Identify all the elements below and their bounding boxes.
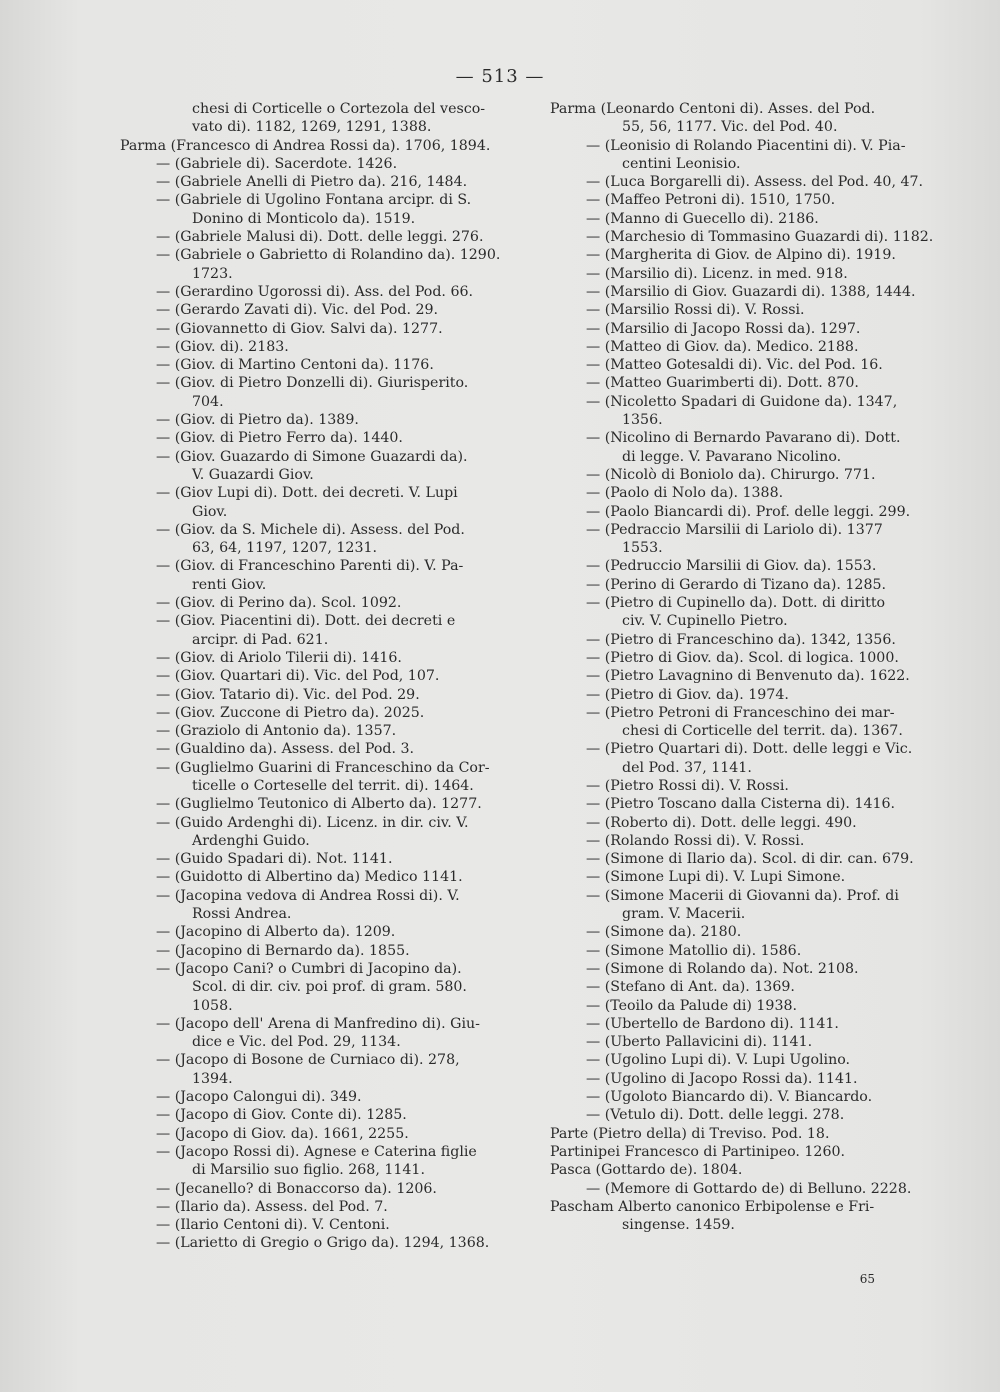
index-line: — (Guido Spadari di). Not. 1141. <box>156 851 393 868</box>
index-line: — (Jacopo dell' Arena di Manfredino di). Giu- <box>156 1015 480 1032</box>
index-line: 55, 56, 1177. Vic. del Pod. 40. <box>622 119 838 136</box>
index-line: — (Teoilo da Palude di) 1938. <box>586 997 798 1014</box>
index-line: vato di). 1182, 1269, 1291, 1388. <box>192 119 432 136</box>
index-line: — (Giov. Quartari di). Vic. del Pod, 107. <box>156 668 440 685</box>
index-line: — (Manno di Guecello di). 2186. <box>586 210 819 227</box>
index-line: — (Ugoloto Biancardo di). V. Biancardo. <box>586 1089 873 1106</box>
index-line: di Marsilio suo figlio. 268, 1141. <box>192 1162 425 1179</box>
index-line: — (Giov. Tatario di). Vic. del Pod. 29. <box>156 686 420 703</box>
index-line: — (Jacopino di Bernardo da). 1855. <box>156 942 410 959</box>
index-line: — (Jacopo Rossi di). Agnese e Caterina figlie <box>156 1143 477 1160</box>
index-line: gram. V. Macerii. <box>622 906 746 923</box>
index-line: — (Jacopina vedova di Andrea Rossi di). V. <box>156 887 460 904</box>
index-line: — (Giov Lupi di). Dott. dei decreti. V. Lupi <box>156 485 458 502</box>
index-line: — (Giov. di Pietro Donzelli di). Giurisperito. <box>156 375 469 392</box>
index-line: — (Gabriele di Ugolino Fontana arcipr. di S. <box>156 192 472 209</box>
index-line: — (Pietro di Giov. da). 1974. <box>586 686 789 703</box>
index-line: Ardenghi Guido. <box>192 832 310 849</box>
index-line: — (Pietro Lavagnino di Benvenuto da). 1622. <box>586 668 910 685</box>
index-line: — (Roberto di). Dott. delle leggi. 490. <box>586 814 857 831</box>
index-line: — (Jacopo Cani? o Cumbri di Jacopino da). <box>156 960 462 977</box>
index-line: — (Jacopo Calongui di). 349. <box>156 1089 362 1106</box>
index-line: — (Simone Matollio di). 1586. <box>586 942 802 959</box>
index-line: Scol. di dir. civ. poi prof. di gram. 580. <box>192 979 467 996</box>
index-line: — (Pietro Petroni di Franceschino dei mar- <box>586 704 895 721</box>
index-line: — (Luca Borgarelli di). Assess. del Pod. 40, 47. <box>586 174 924 191</box>
index-line: — (Jacopo di Giov. da). 1661, 2255. <box>156 1125 409 1142</box>
index-line: chesi di Corticelle del territ. da). 1367. <box>622 723 903 740</box>
index-line: — (Jacopo di Giov. Conte di). 1285. <box>156 1107 407 1124</box>
index-line: — (Simone Lupi di). V. Lupi Simone. <box>586 869 846 886</box>
index-line: — (Jecanello? di Bonaccorso da). 1206. <box>156 1180 437 1197</box>
index-line: — (Memore di Gottardo de) di Belluno. 2228. <box>586 1180 912 1197</box>
index-line: civ. V. Cupinello Pietro. <box>622 613 788 630</box>
index-line: — (Pietro di Cupinello da). Dott. di diritto <box>586 595 886 612</box>
index-line: — (Graziolo di Antonio da). 1357. <box>156 723 397 740</box>
index-line: V. Guazardi Giov. <box>192 466 314 483</box>
index-line: — (Paolo di Nolo da). 1388. <box>586 485 784 502</box>
index-line: 1394. <box>192 1070 233 1087</box>
index-line: — (Pietro Rossi di). V. Rossi. <box>586 777 789 794</box>
index-line: — (Simone di Rolando da). Not. 2108. <box>586 960 859 977</box>
index-line: — (Gabriele Anelli di Pietro da). 216, 1484. <box>156 174 468 191</box>
index-line: Pascham Alberto canonico Erbipolense e Fri- <box>550 1198 875 1215</box>
index-line: — (Gualdino da). Assess. del Pod. 3. <box>156 741 415 758</box>
index-line: — (Giov. da S. Michele di). Assess. del Pod. <box>156 521 465 538</box>
index-line: — (Guido Ardenghi di). Licenz. in dir. civ. V. <box>156 814 469 831</box>
index-line: Donino di Monticolo da). 1519. <box>192 210 416 227</box>
index-line: — (Jacopino di Alberto da). 1209. <box>156 924 396 941</box>
index-line: — (Matteo Guarimberti di). Dott. 870. <box>586 375 859 392</box>
index-line: Rossi Andrea. <box>192 906 292 923</box>
index-line: — (Marsilio di). Licenz. in med. 918. <box>586 265 848 282</box>
index-line: — (Marsilio di Giov. Guazardi di). 1388, 1444. <box>586 283 916 300</box>
index-line: — (Guidotto di Albertino da) Medico 1141. <box>156 869 463 886</box>
index-line: 1356. <box>622 412 663 429</box>
index-line: — (Ilario da). Assess. del Pod. 7. <box>156 1198 388 1215</box>
index-line: — (Guglielmo Teutonico di Alberto da). 1277. <box>156 796 482 813</box>
index-line: 63, 64, 1197, 1207, 1231. <box>192 540 378 557</box>
index-line: ticelle o Corteselle del territ. di). 1464. <box>192 777 474 794</box>
index-line: — (Margherita di Giov. de Alpino di). 1919. <box>586 247 896 264</box>
index-line: — (Pietro di Giov. da). Scol. di logica. 1000. <box>586 649 899 666</box>
index-line: — (Giov. di Ariolo Tilerii di). 1416. <box>156 649 402 666</box>
index-line: — (Marsilio di Jacopo Rossi da). 1297. <box>586 320 861 337</box>
index-line: — (Ubertello de Bardono di). 1141. <box>586 1015 839 1032</box>
index-line: — (Perino di Gerardo di Tizano da). 1285. <box>586 576 887 593</box>
index-line: — (Ugolino di Jacopo Rossi da). 1141. <box>586 1070 858 1087</box>
index-line: — (Pietro di Franceschino da). 1342, 1356. <box>586 631 896 648</box>
index-line: — (Ilario Centoni di). V. Centoni. <box>156 1217 390 1234</box>
index-line: — (Matteo Gotesaldi di). Vic. del Pod. 16. <box>586 357 883 374</box>
index-line: Parma (Leonardo Centoni di). Asses. del Pod. <box>550 101 876 117</box>
index-line: — (Matteo di Giov. da). Medico. 2188. <box>586 338 859 355</box>
index-line: centini Leonisio. <box>622 155 741 172</box>
index-line: — (Stefano di Ant. da). 1369. <box>586 979 795 996</box>
index-line: — (Giov. di Pietro Ferro da). 1440. <box>156 430 403 447</box>
index-line: Parte (Pietro della) di Treviso. Pod. 18. <box>550 1125 830 1142</box>
left-column <box>120 100 510 1253</box>
index-line: — (Pedraccio Marsilii di Lariolo di). 1377 <box>586 521 883 538</box>
index-line: — (Maffeo Petroni di). 1510, 1750. <box>586 192 836 209</box>
right-column <box>550 100 934 1234</box>
index-line: Partinipei Francesco di Partinipeo. 1260. <box>550 1143 846 1160</box>
index-line: — (Simone Macerii di Giovanni da). Prof. di <box>586 887 899 904</box>
index-line: — (Jacopo di Bosone de Curniaco di). 278, <box>156 1052 460 1069</box>
index-line: — (Guglielmo Guarini di Franceschino da Cor- <box>156 759 490 776</box>
index-line: dice e Vic. del Pod. 29, 1134. <box>192 1034 401 1051</box>
index-line: arcipr. di Pad. 621. <box>192 631 329 648</box>
page-number: — 513 — <box>455 66 545 87</box>
index-line: 704. <box>192 393 224 410</box>
index-line: — (Paolo Biancardi di). Prof. delle leggi. 299. <box>586 503 911 520</box>
index-line: — (Giov. di). 2183. <box>156 338 289 355</box>
index-line: — (Nicolino di Bernardo Pavarano di). Dott. <box>586 430 901 447</box>
index-line: singense. 1459. <box>622 1217 735 1234</box>
index-line: — (Leonisio di Rolando Piacentini di). V. Pia- <box>586 137 906 154</box>
index-line: Pasca (Gottardo de). 1804. <box>550 1162 743 1179</box>
index-line: — (Gerardino Ugorossi di). Ass. del Pod. 66. <box>156 283 474 300</box>
index-line: — (Nicoletto Spadari di Guidone da). 1347, <box>586 393 898 410</box>
index-line: — (Gerardo Zavati di). Vic. del Pod. 29. <box>156 302 439 319</box>
index-line: — (Giov. Zuccone di Pietro da). 2025. <box>156 704 425 721</box>
index-line: — (Giov. Guazardo di Simone Guazardi da). <box>156 448 468 465</box>
index-line: — (Gabriele Malusi di). Dott. delle leggi. 276. <box>156 229 484 246</box>
index-line: 1058. <box>192 997 233 1014</box>
index-line: — (Uberto Pallavicini di). 1141. <box>586 1034 813 1051</box>
index-line: renti Giov. <box>192 576 267 593</box>
index-line: — (Vetulo di). Dott. delle leggi. 278. <box>586 1107 845 1124</box>
index-line: 1553. <box>622 540 663 557</box>
index-line: chesi di Corticelle o Cortezola del vesco- <box>192 101 486 117</box>
index-line: Parma (Francesco di Andrea Rossi da). 1706, 1894. <box>120 137 491 154</box>
signature-mark: 65 <box>859 1272 875 1286</box>
index-line: — (Rolando Rossi di). V. Rossi. <box>586 832 805 849</box>
index-line: — (Pietro Toscano dalla Cisterna di). 1416. <box>586 796 896 813</box>
index-line: — (Marsilio Rossi di). V. Rossi. <box>586 302 805 319</box>
index-line: — (Ugolino Lupi di). V. Lupi Ugolino. <box>586 1052 851 1069</box>
index-line: — (Nicolò di Boniolo da). Chirurgo. 771. <box>586 466 876 483</box>
index-line: 1723. <box>192 265 233 282</box>
index-line: — (Giovannetto di Giov. Salvi da). 1277. <box>156 320 443 337</box>
index-line: — (Simone da). 2180. <box>586 924 742 941</box>
index-line: di legge. V. Pavarano Nicolino. <box>622 448 842 465</box>
index-line: del Pod. 37, 1141. <box>622 759 752 776</box>
index-line: — (Larietto di Gregio o Grigo da). 1294, 1368. <box>156 1235 490 1252</box>
index-line: — (Giov. di Martino Centoni da). 1176. <box>156 357 434 374</box>
index-line: — (Giov. di Franceschino Parenti di). V. Pa- <box>156 558 464 575</box>
index-line: Giov. <box>192 503 228 520</box>
index-line: — (Pietro Quartari di). Dott. delle leggi e Vic. <box>586 741 913 758</box>
index-line: — (Simone di Ilario da). Scol. di dir. can. 679. <box>586 851 914 868</box>
index-line: — (Gabriele o Gabrietto di Rolandino da). 1290. <box>156 247 501 264</box>
index-line: — (Pedruccio Marsilii di Giov. da). 1553. <box>586 558 877 575</box>
index-line: — (Gabriele di). Sacerdote. 1426. <box>156 155 398 172</box>
index-line: — (Marchesio di Tommasino Guazardi di). 1182. <box>586 229 934 246</box>
index-line: — (Giov. di Pietro da). 1389. <box>156 412 359 429</box>
index-line: — (Giov. Piacentini di). Dott. dei decreti e <box>156 613 456 630</box>
index-line: — (Giov. di Perino da). Scol. 1092. <box>156 595 402 612</box>
